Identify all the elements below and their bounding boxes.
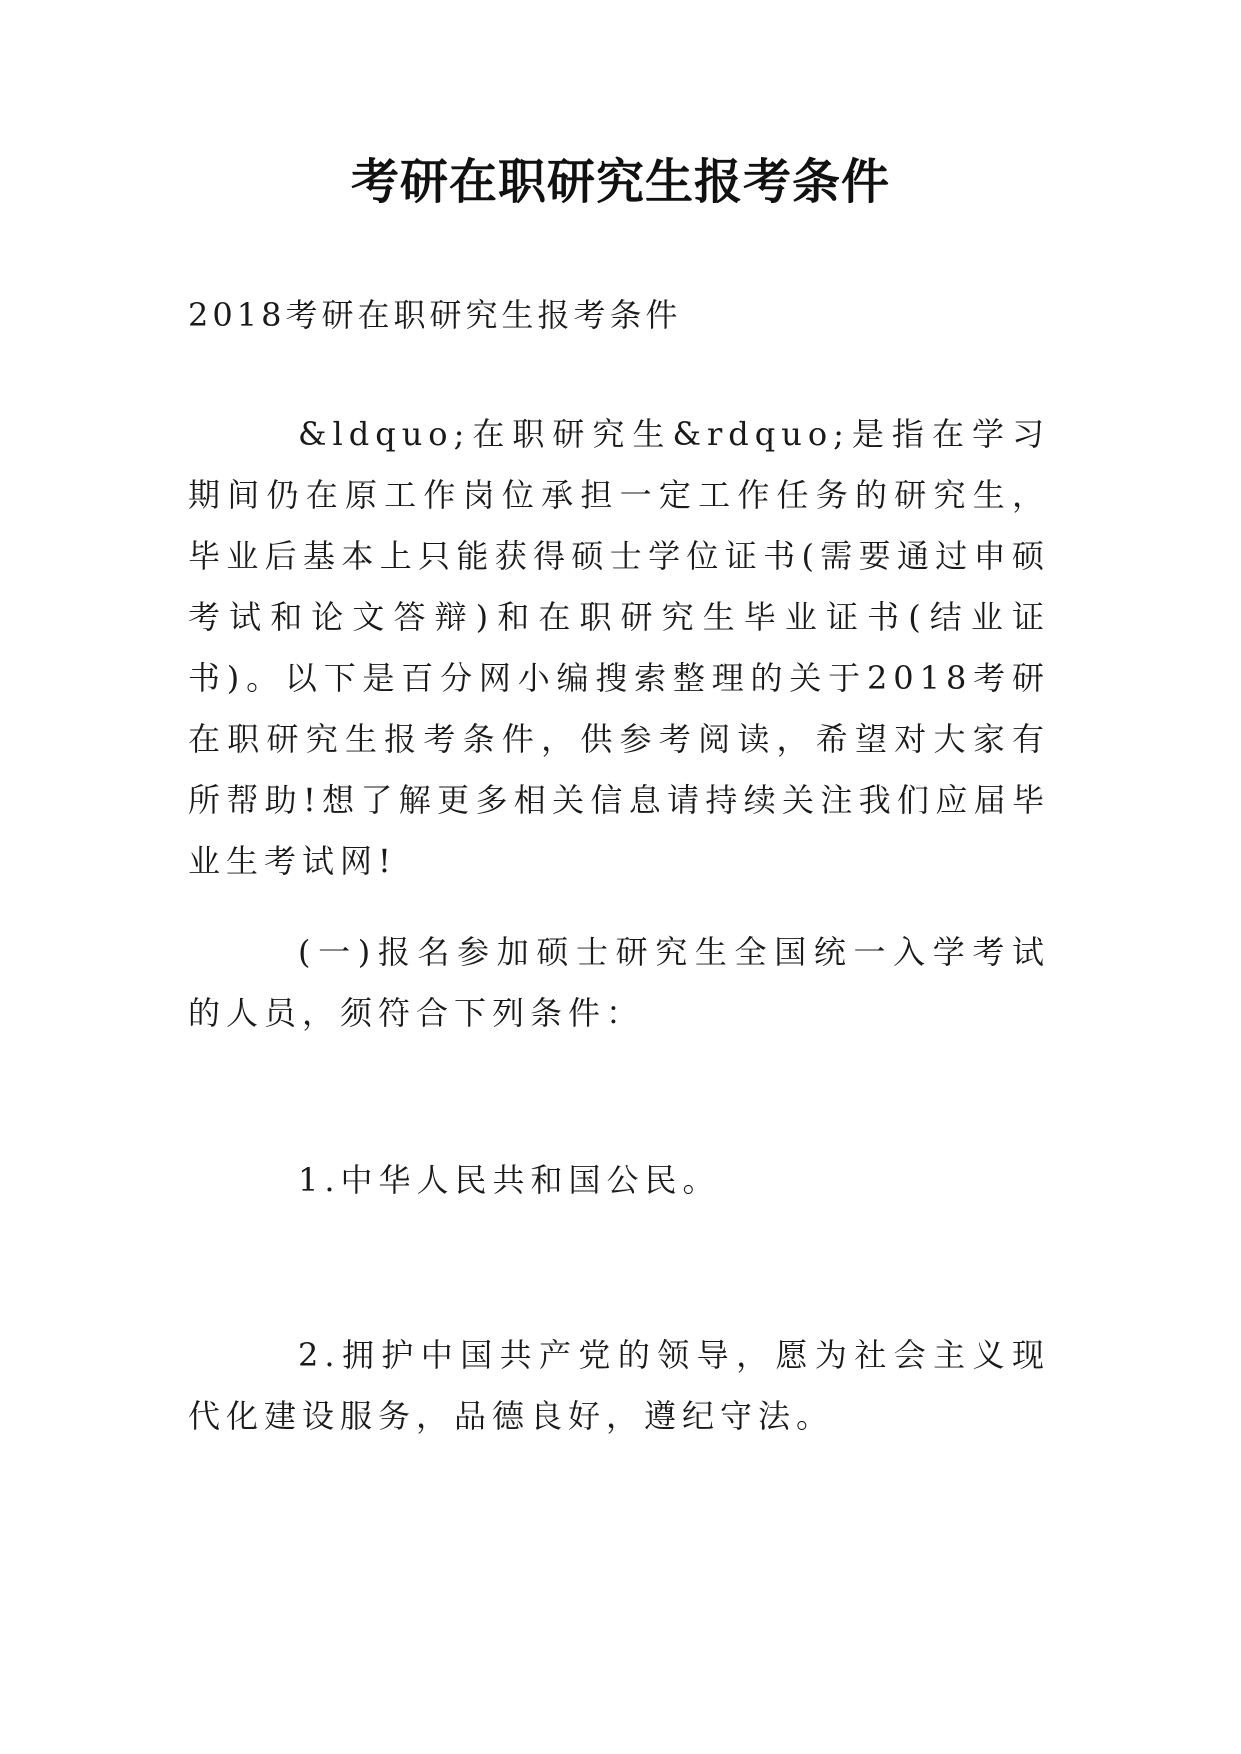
document-title: 考研在职研究生报考条件: [350, 154, 890, 210]
condition-item-2: 2.拥护中国共产党的领导，愿为社会主义现代化建设服务，品德良好，遵纪守法。: [188, 1336, 1050, 1435]
intro-paragraph: &ldquo;在职研究生&rdquo;是指在学习期间仍在原工作岗位承担一定工作任务的研究生，毕业后基本上只能获得硕士学位证书(需要通过申硕考试和论文答辩)和在职研究生毕业证书(结业证书)。以下是百分网小编搜索整理的关于2018考研在职研究生报考条件，供参考阅读，希望对大家有所帮助!想了解更多相关信息请持续关注我们应届毕业生考试网!: [188, 415, 1050, 880]
document-subtitle: 2018考研在职研究生报考条件: [188, 296, 682, 334]
section-heading-paragraph: (一)报名参加硕士研究生全国统一入学考试的人员，须符合下列条件：: [188, 933, 1050, 1032]
condition-item-1: 1.中华人民共和国公民。: [298, 1161, 721, 1199]
